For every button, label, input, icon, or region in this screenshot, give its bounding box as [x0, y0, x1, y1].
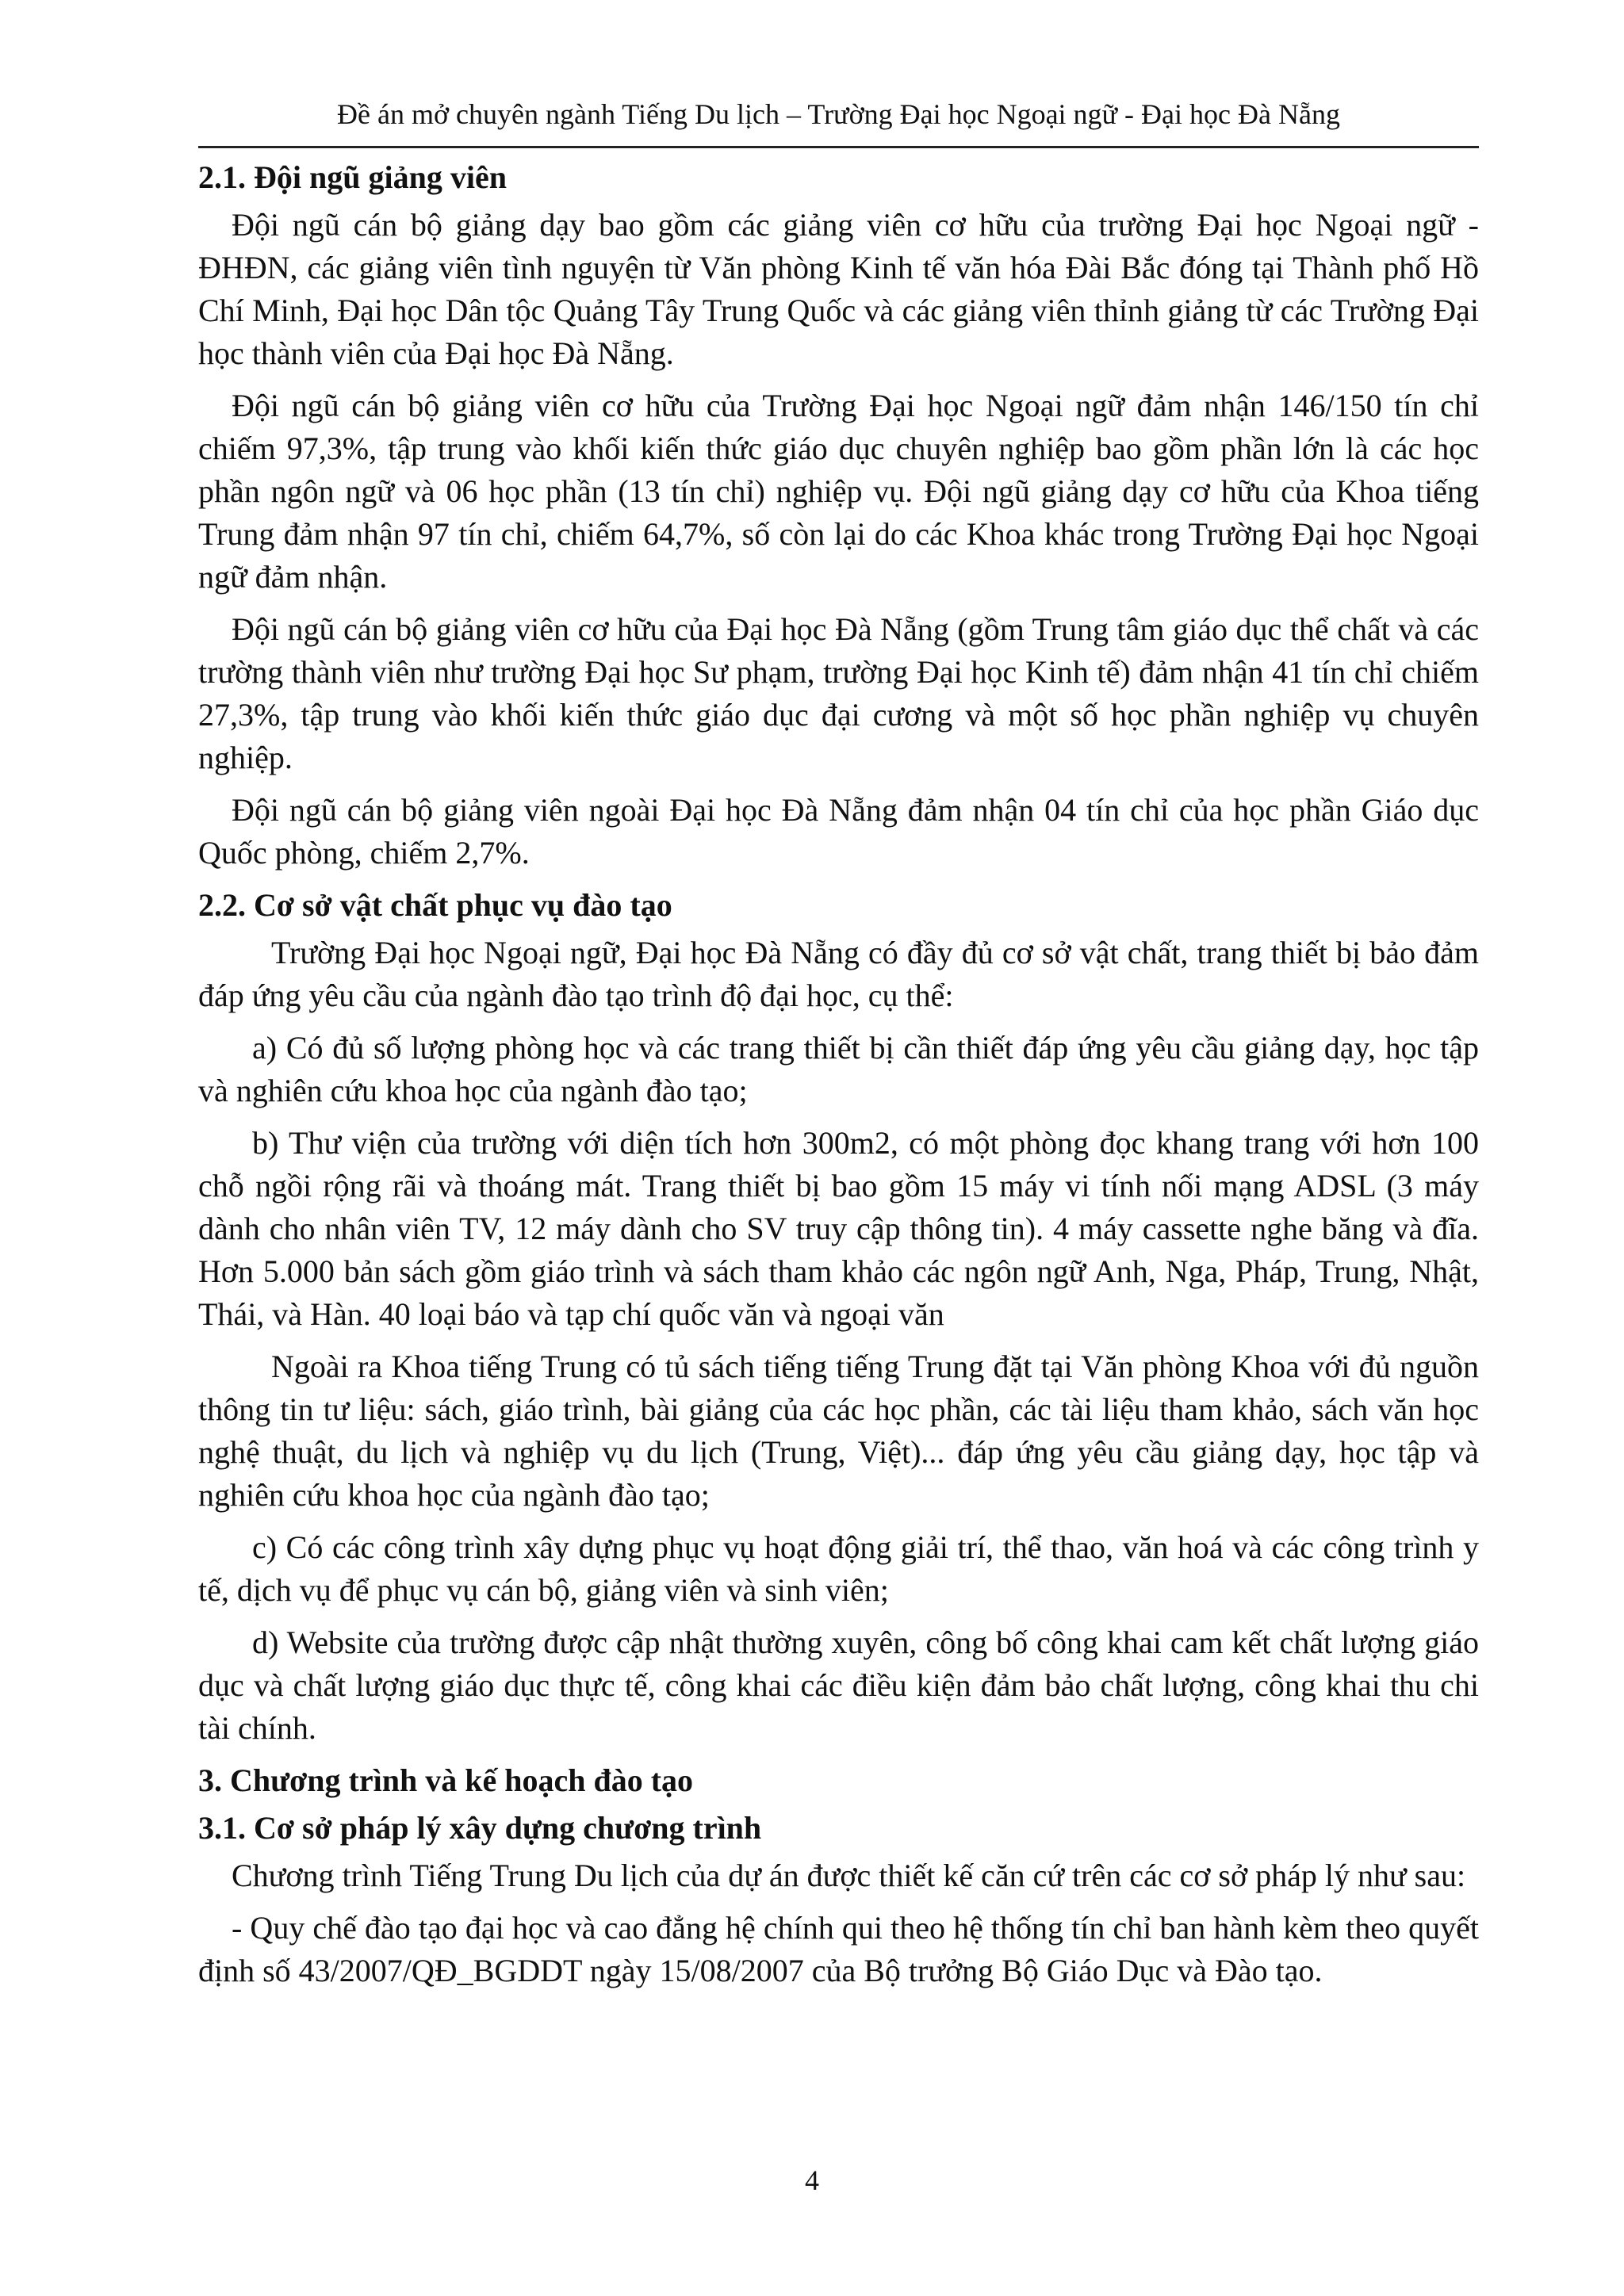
list-item-b: b) Thư viện của trường với diện tích hơn 300m2, có một phòng đọc khang trang với hơn 100 chỗ ngồi rộng rãi và thoáng mát. Trang thiết bị bao gồm 15 máy vi tính nối mạng ADSL (3 máy dành cho nhân viên TV, 12 máy dành cho SV truy cập thông tin). 4 máy cassette nghe băng và đĩa. Hơn 5.000 bản sách gồm giáo trình và sách tham khảo các ngôn ngữ Anh, Nga, Pháp, Trung, Nhật, Thái, và Hàn. 40 loại báo và tạp chí quốc văn và ngoại văn	[198, 1125, 1479, 1332]
paragraph-2-2-extra: Ngoài ra Khoa tiếng Trung có tủ sách tiếng tiếng Trung đặt tại Văn phòng Khoa với đủ nguồn thông tin tư liệu: sách, giáo trình, bài giảng của các học phần, các tài liệu tham khảo, sách văn học nghệ thuật, du lịch và nghiệp vụ du lịch (Trung, Việt)... đáp ứng yêu cầu giảng dạy, học tập và nghiên cứu khoa học của ngành đào tạo;	[198, 1349, 1479, 1513]
list-item-c: c) Có các công trình xây dựng phục vụ hoạt động giải trí, thể thao, văn hoá và các công trình y tế, dịch vụ để phục vụ cán bộ, giảng viên và sinh viên;	[198, 1529, 1479, 1608]
section-heading-2-1: 2.1. Đội ngũ giảng viên	[198, 159, 507, 195]
paragraph-2-1-2: Đội ngũ cán bộ giảng viên cơ hữu của Trường Đại học Ngoại ngữ đảm nhận 146/150 tín chỉ chiếm 97,3%, tập trung vào khối kiến thức giáo dục chuyên nghiệp bao gồm phần lớn là các học phần ngôn ngữ và 06 học phần (13 tín chỉ) nghiệp vụ. Đội ngũ giảng dạy cơ hữu của Khoa tiếng Trung đảm nhận 97 tín chỉ, chiếm 64,7%, số còn lại do các Khoa khác trong Trường Đại học Ngoại ngữ đảm nhận.	[198, 388, 1479, 595]
section-heading-3-1: 3.1. Cơ sở pháp lý xây dựng chương trình	[198, 1810, 762, 1846]
page-number: 4	[805, 2164, 819, 2196]
section-heading-3: 3. Chương trình và kế hoạch đào tạo	[198, 1762, 694, 1798]
document-body	[198, 156, 1479, 2002]
paragraph-3-1-2: - Quy chế đào tạo đại học và cao đẳng hệ chính qui theo hệ thống tín chỉ ban hành kèm theo quyết định số 43/2007/QĐ_BGDDT ngày 15/08/2007 của Bộ trưởng Bộ Giáo Dục và Đào tạo.	[198, 1910, 1479, 1988]
list-item-a: a) Có đủ số lượng phòng học và các trang thiết bị cần thiết đáp ứng yêu cầu giảng dạy, học tập và nghiên cứu khoa học của ngành đào tạo;	[198, 1030, 1479, 1108]
paragraph-2-1-4: Đội ngũ cán bộ giảng viên ngoài Đại học Đà Nẵng đảm nhận 04 tín chỉ của học phần Giáo dục Quốc phòng, chiếm 2,7%.	[198, 792, 1479, 871]
page-header	[198, 97, 1479, 148]
paragraph-3-1-1: Chương trình Tiếng Trung Du lịch của dự án được thiết kế căn cứ trên các cơ sở pháp lý như sau:	[232, 1858, 1466, 1893]
paragraph-2-1-3: Đội ngũ cán bộ giảng viên cơ hữu của Đại học Đà Nẵng (gồm Trung tâm giáo dục thể chất và các trường thành viên như trường Đại học Sư phạm, trường Đại học Kinh tế) đảm nhận 41 tín chỉ chiếm 27,3%, tập trung vào khối kiến thức giáo dục đại cương và một số học phần nghiệp vụ chuyên nghiệp.	[198, 611, 1479, 775]
list-item-d: d) Website của trường được cập nhật thường xuyên, công bố công khai cam kết chất lượng giáo dục và chất lượng giáo dục thực tế, công khai các điều kiện đảm bảo chất lượng, công khai thu chi tài chính.	[198, 1624, 1479, 1746]
paragraph-2-2-1: Trường Đại học Ngoại ngữ, Đại học Đà Nẵng có đầy đủ cơ sở vật chất, trang thiết bị bảo đảm đáp ứng yêu cầu của ngành đào tạo trình độ đại học, cụ thể:	[198, 935, 1479, 1013]
header-title: Đề án mở chuyên ngành Tiếng Du lịch – Trường Đại học Ngoại ngữ - Đại học Đà Nẵng	[337, 98, 1340, 130]
section-heading-2-2: 2.2. Cơ sở vật chất phục vụ đào tạo	[198, 887, 672, 923]
paragraph-2-1-1: Đội ngũ cán bộ giảng dạy bao gồm các giảng viên cơ hữu của trường Đại học Ngoại ngữ - ĐHĐN, các giảng viên tình nguyện từ Văn phòng Kinh tế văn hóa Đài Bắc đóng tại Thành phố Hồ Chí Minh, Đại học Dân tộc Quảng Tây Trung Quốc và các giảng viên thỉnh giảng từ các Trường Đại học thành viên của Đại học Đà Nẵng.	[198, 207, 1479, 371]
